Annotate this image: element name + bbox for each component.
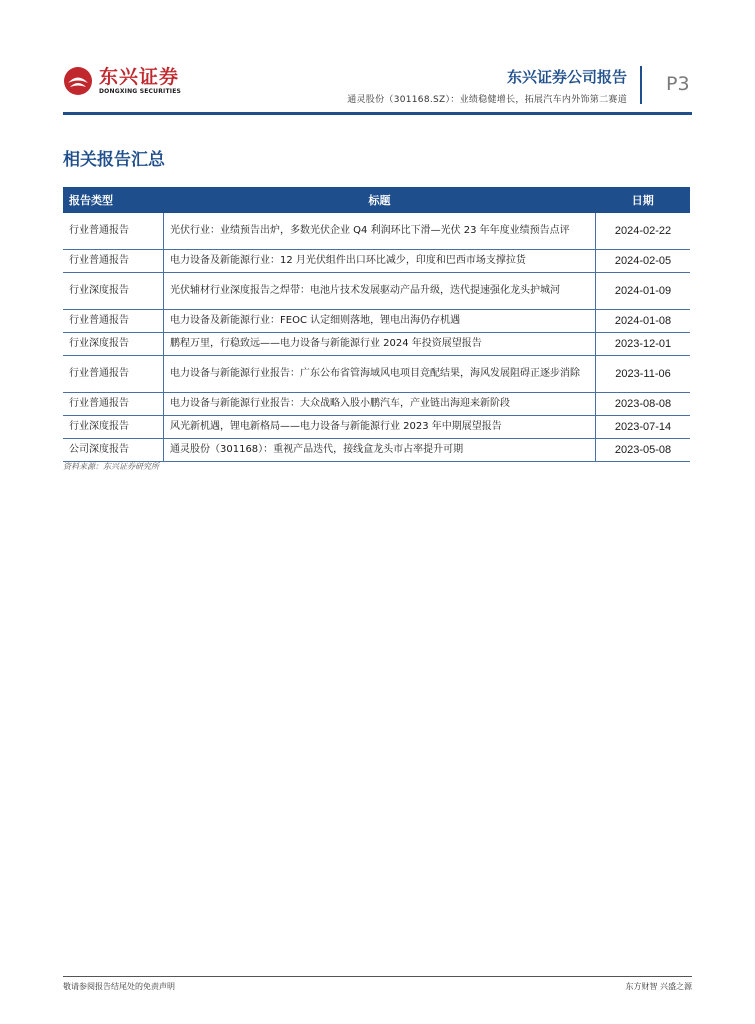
footer-rule [63,976,692,977]
report-date-cell: 2023-07-14 [596,416,691,439]
report-date-cell: 2023-05-08 [596,439,691,462]
page-number: P3 [666,73,690,95]
report-title-cell: 电力设备及新能源行业：FEOC 认定细则落地，锂电出海仍存机遇 [164,310,596,333]
report-title-cell: 光伏行业：业绩预告出炉，多数光伏企业 Q4 利润环比下滑—光伏 23 年年度业绩预告点评 [164,213,596,250]
table-row [63,213,690,250]
report-date-cell: 2023-08-08 [596,393,691,416]
table-header-row [63,187,690,213]
dongxing-logo-icon [63,66,93,96]
footer-slogan: 东方财智 兴盛之源 [625,982,692,991]
report-type-cell: 公司深度报告 [63,439,164,462]
logo-chinese-name: 东兴证券 [99,66,180,88]
footer-disclaimer-note: 敬请参阅报告结尾处的免责声明 [63,982,175,991]
report-date-cell: 2023-12-01 [596,333,691,356]
report-title-cell: 电力设备与新能源行业报告：广东公布省管海域风电项目竞配结果，海风发展阻碍正逐步消除 [164,356,596,393]
table-row [63,393,690,416]
report-date-cell: 2024-02-22 [596,213,691,250]
report-type-cell: 行业深度报告 [63,273,164,310]
report-date-cell: 2024-01-08 [596,310,691,333]
table-row [63,273,690,310]
section-title: 相关报告汇总 [63,150,165,170]
data-source-note: 资料来源：东兴证券研究所 [63,462,159,471]
header-rule [63,112,692,115]
related-reports-table [63,187,690,462]
report-type-cell: 行业普通报告 [63,310,164,333]
report-title-cell: 风光新机遇，锂电新格局——电力设备与新能源行业 2023 年中期展望报告 [164,416,596,439]
logo-english-name: DONGXING SECURITIES [99,88,182,95]
report-type-cell: 行业普通报告 [63,356,164,393]
report-type-cell: 行业普通报告 [63,213,164,250]
report-header-subtitle: 通灵股份（301168.SZ）：业绩稳健增长，拓展汽车内外饰第二赛道 [347,95,627,105]
report-title-cell: 鹏程万里，行稳致远——电力设备与新能源行业 2024 年投资展望报告 [164,333,596,356]
report-header-title: 东兴证券公司报告 [506,68,627,86]
report-date-cell: 2024-01-09 [596,273,691,310]
report-date-cell: 2024-02-05 [596,250,691,273]
table-row [63,310,690,333]
report-title-cell: 光伏辅材行业深度报告之焊带：电池片技术发展驱动产品升级，迭代提速强化龙头护城河 [164,273,596,310]
column-header-date: 日期 [596,187,691,213]
table-row [63,439,690,462]
table-row [63,356,690,393]
table-row [63,416,690,439]
report-date-cell: 2023-11-06 [596,356,691,393]
column-header-title: 标题 [164,187,596,213]
report-title-cell: 通灵股份（301168）：重视产品迭代，接线盒龙头市占率提升可期 [164,439,596,462]
report-title-cell: 电力设备与新能源行业报告：大众战略入股小鹏汽车，产业链出海迎来新阶段 [164,393,596,416]
table-row [63,333,690,356]
header-divider [640,66,642,104]
company-logo [63,66,181,96]
report-type-cell: 行业普通报告 [63,393,164,416]
column-header-type: 报告类型 [63,187,164,213]
report-title-cell: 电力设备及新能源行业：12 月光伏组件出口环比减少，印度和巴西市场支撑拉货 [164,250,596,273]
report-type-cell: 行业深度报告 [63,416,164,439]
report-type-cell: 行业普通报告 [63,250,164,273]
table-row [63,250,690,273]
report-type-cell: 行业深度报告 [63,333,164,356]
